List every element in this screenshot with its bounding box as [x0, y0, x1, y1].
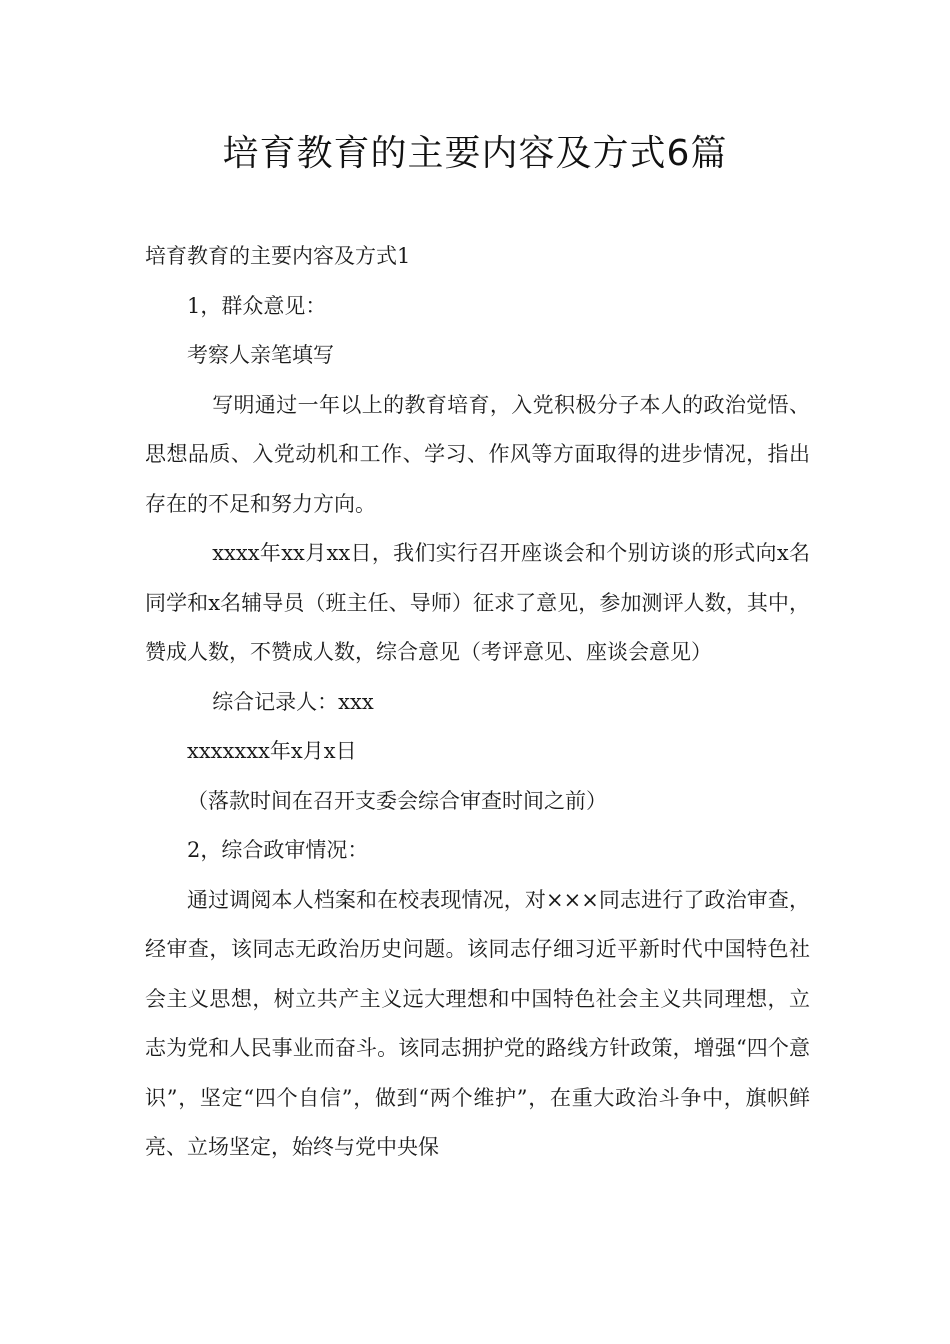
- paragraph-item-1-recorder: 综合记录人：xxx: [212, 689, 374, 714]
- paragraph-item-1-body: 写明通过一年以上的教育培育，入党积极分子本人的政治觉悟、思想品质、入党动机和工作、学习、作风等方面取得的进步情况，指出存在的不足和努力方向。: [145, 392, 810, 516]
- paragraph-item-2-heading: 2，综合政审情况：: [187, 838, 369, 862]
- document-title: 培育教育的主要内容及方式6篇: [222, 133, 728, 174]
- paragraph-item-1-heading: 1，群众意见：: [187, 293, 327, 318]
- paragraph-item-1-date-note: （落款时间在召开支委会综合审查时间之前）: [187, 788, 607, 813]
- paragraph-item-2-body: 通过调阅本人档案和在校表现情况，对×××同志进行了政治审查，经审查，该同志无政治历史问题。该同志仔细习近平新时代中国特色社会主义思想，树立共产主义远大理想和中国特色社会主义共同理想，立志为党和人民事业而奋斗。该同志拥护党的路线方针政策，增强“四个意识”，坚定“四个自信”，做到“两个维护”，在重大政治斗争中，旗帜鲜亮、立场坚定，始终与党中央保: [145, 887, 810, 1159]
- paragraph-section-heading: 培育教育的主要内容及方式1: [145, 244, 411, 268]
- paragraph-item-1-meeting: xxxx年xx月xx日，我们实行召开座谈会和个别访谈的形式向x名同学和x名辅导员（班主任、导师）征求了意见，参加测评人数，其中，赞成人数，不赞成人数，综合意见（考评意见、座谈会意见）: [145, 541, 810, 664]
- document-body: [145, 232, 810, 1173]
- paragraph-item-1-date: xxxxxxx年x月x日: [187, 739, 357, 763]
- paragraph-item-1-note: 考察人亲笔填写: [187, 343, 334, 367]
